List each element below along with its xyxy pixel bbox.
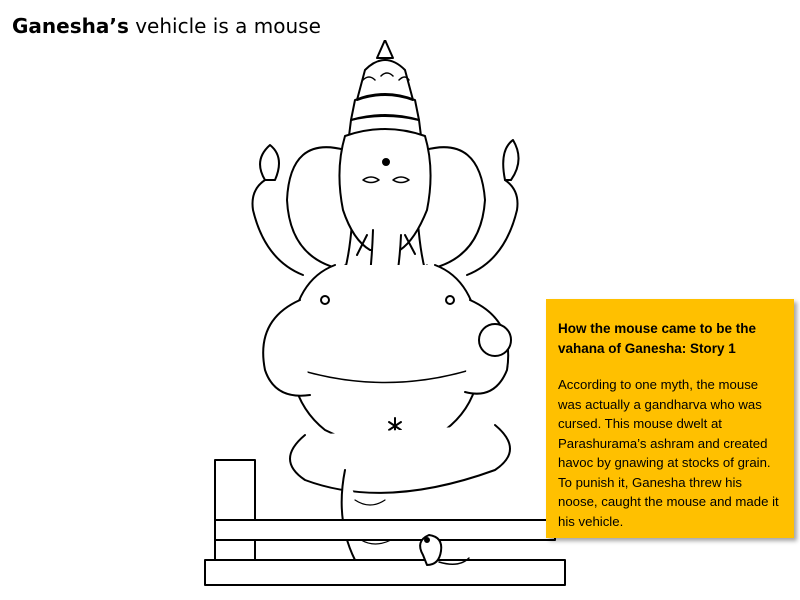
infobox-heading: How the mouse came to be the vahana of Ganesha: Story 1: [558, 321, 757, 356]
slide-title: [12, 14, 321, 38]
slide-title-bold: Ganesha’s: [12, 14, 129, 38]
infobox-body: According to one myth, the mouse was actually a gandharva who was cursed. This mouse dwelt at Parashurama’s ashram and created havoc by gnawing at stocks of grain. To punish it, Ganesha threw his noose, caught the mouse and made it his vehicle.: [558, 377, 779, 529]
ganesha-illustration: [195, 40, 575, 600]
slide-title-rest: vehicle is a mouse: [128, 14, 321, 38]
story-infobox: [546, 299, 794, 538]
